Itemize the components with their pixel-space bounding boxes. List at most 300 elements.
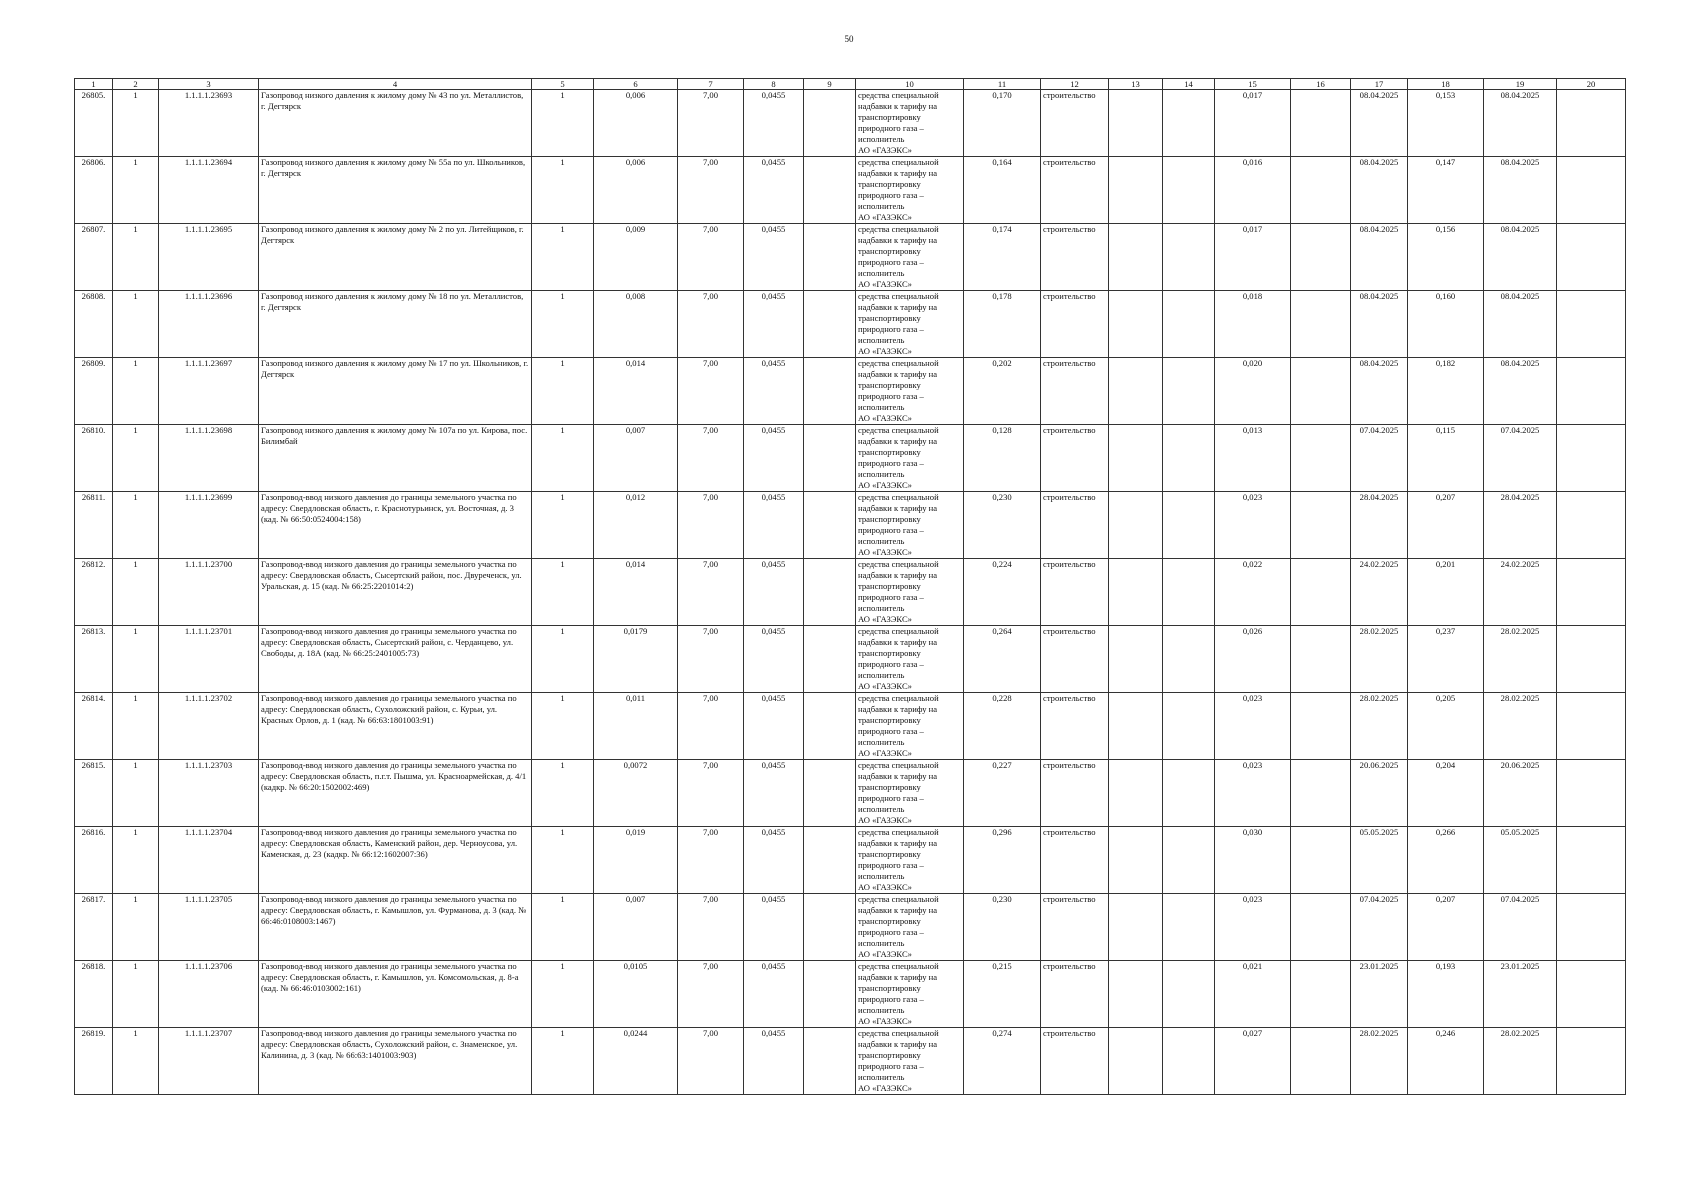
object-code-cell: 1.1.1.1.23697 [159,358,259,425]
length-cell: 0,0105 [594,961,678,1028]
empty-cell [1163,894,1215,961]
diameter-cell: 7,00 [678,157,744,224]
column-number-header: 11 [964,79,1041,90]
quantity-cell: 1 [532,693,594,760]
row-number-cell: 26808. [75,291,113,358]
count-cell: 1 [113,760,159,827]
funding-source-cell: средства специальной надбавки к тарифу на транспортировку природного газа – исполнитель АО «ГАЗЭКС» [856,90,964,157]
count-cell: 1 [113,1028,159,1095]
cost-share-cell: 0,026 [1215,626,1291,693]
empty-cell [1557,559,1626,626]
diameter-cell: 7,00 [678,224,744,291]
empty-cell [1109,492,1163,559]
column-number-header: 8 [744,79,804,90]
funding-source-cell: средства специальной надбавки к тарифу на транспортировку природного газа – исполнитель АО «ГАЗЭКС» [856,693,964,760]
object-code-cell: 1.1.1.1.23693 [159,90,259,157]
rate-cell: 0,0455 [744,693,804,760]
column-number-header: 14 [1163,79,1215,90]
end-date-cell: 20.06.2025 [1484,760,1557,827]
column-number-header: 3 [159,79,259,90]
empty-cell [1291,894,1351,961]
empty-cell [804,224,856,291]
count-cell: 1 [113,157,159,224]
quantity-cell: 1 [532,760,594,827]
work-type-cell: строительство [1041,827,1109,894]
length-cell: 0,014 [594,358,678,425]
column-number-header: 4 [259,79,532,90]
work-type-cell: строительство [1041,291,1109,358]
funding-source-cell: средства специальной надбавки к тарифу на транспортировку природного газа – исполнитель АО «ГАЗЭКС» [856,492,964,559]
empty-cell [804,492,856,559]
empty-cell [1109,157,1163,224]
cost-share-cell: 0,021 [1215,961,1291,1028]
diameter-cell: 7,00 [678,827,744,894]
column-number-header: 15 [1215,79,1291,90]
rate-cell: 0,0455 [744,492,804,559]
funding-source-cell: средства специальной надбавки к тарифу на транспортировку природного газа – исполнитель АО «ГАЗЭКС» [856,157,964,224]
quantity-cell: 1 [532,90,594,157]
column-number-header: 20 [1557,79,1626,90]
table-row [75,559,1626,626]
funding-source-cell: средства специальной надбавки к тарифу на транспортировку природного газа – исполнитель АО «ГАЗЭКС» [856,894,964,961]
empty-cell [1557,90,1626,157]
count-cell: 1 [113,425,159,492]
cost-share-cell: 0,027 [1215,1028,1291,1095]
object-code-cell: 1.1.1.1.23698 [159,425,259,492]
end-date-cell: 07.04.2025 [1484,425,1557,492]
object-description-cell: Газопровод-ввод низкого давления до границы земельного участка по адресу: Свердловская область, Сухоложский район, с. Знаменское, ул. Калинина, д. 3 (кад. № 66:63:1401003:903) [259,1028,532,1095]
total-cost-cell: 0,224 [964,559,1041,626]
diameter-cell: 7,00 [678,760,744,827]
empty-cell [804,425,856,492]
empty-cell [1557,291,1626,358]
cost-share-cell: 0,023 [1215,492,1291,559]
rate-cell: 0,0455 [744,961,804,1028]
empty-cell [1557,693,1626,760]
diameter-cell: 7,00 [678,291,744,358]
length-cell: 0,012 [594,492,678,559]
diameter-cell: 7,00 [678,894,744,961]
empty-cell [804,90,856,157]
end-date-cell: 08.04.2025 [1484,358,1557,425]
rate-cell: 0,0455 [744,894,804,961]
column-number-header: 18 [1408,79,1484,90]
count-cell: 1 [113,693,159,760]
start-date-cell: 08.04.2025 [1351,157,1408,224]
table-row [75,90,1626,157]
object-description-cell: Газопровод-ввод низкого давления до границы земельного участка по адресу: Свердловская область, п.г.т. Пышма, ул. Красноармейская, д. 4/1 (кадкр. № 66:20:1502002:469) [259,760,532,827]
object-description-cell: Газопровод-ввод низкого давления до границы земельного участка по адресу: Свердловская область, г. Камышлов, ул. Фурманова, д. 3 (кад. № 66:46:0108003:1467) [259,894,532,961]
funding-source-cell: средства специальной надбавки к тарифу на транспортировку природного газа – исполнитель АО «ГАЗЭКС» [856,1028,964,1095]
column-number-header: 13 [1109,79,1163,90]
cost-share-cell: 0,030 [1215,827,1291,894]
start-date-cell: 07.04.2025 [1351,425,1408,492]
empty-cell [1109,693,1163,760]
amount-cell: 0,160 [1408,291,1484,358]
empty-cell [1109,961,1163,1028]
empty-cell [1109,827,1163,894]
total-cost-cell: 0,264 [964,626,1041,693]
empty-cell [804,626,856,693]
funding-source-cell: средства специальной надбавки к тарифу на транспортировку природного газа – исполнитель АО «ГАЗЭКС» [856,626,964,693]
object-description-cell: Газопровод низкого давления к жилому дому № 107а по ул. Кирова, пос. Билимбай [259,425,532,492]
empty-cell [1163,961,1215,1028]
start-date-cell: 08.04.2025 [1351,224,1408,291]
count-cell: 1 [113,827,159,894]
object-description-cell: Газопровод низкого давления к жилому дому № 2 по ул. Литейщиков, г. Дегтярск [259,224,532,291]
funding-source-cell: средства специальной надбавки к тарифу на транспортировку природного газа – исполнитель АО «ГАЗЭКС» [856,827,964,894]
empty-cell [804,559,856,626]
object-description-cell: Газопровод низкого давления к жилому дому № 17 по ул. Школьников, г. Дегтярск [259,358,532,425]
amount-cell: 0,237 [1408,626,1484,693]
empty-cell [1557,358,1626,425]
quantity-cell: 1 [532,291,594,358]
empty-cell [1109,90,1163,157]
empty-cell [1163,559,1215,626]
funding-source-cell: средства специальной надбавки к тарифу на транспортировку природного газа – исполнитель АО «ГАЗЭКС» [856,224,964,291]
total-cost-cell: 0,202 [964,358,1041,425]
start-date-cell: 28.02.2025 [1351,693,1408,760]
object-code-cell: 1.1.1.1.23704 [159,827,259,894]
object-description-cell: Газопровод-ввод низкого давления до границы земельного участка по адресу: Свердловская область, г. Камышлов, ул. Комсомольская, д. 8-а (кад. № 66:46:0103002:161) [259,961,532,1028]
quantity-cell: 1 [532,224,594,291]
column-number-header: 2 [113,79,159,90]
start-date-cell: 23.01.2025 [1351,961,1408,1028]
work-type-cell: строительство [1041,1028,1109,1095]
amount-cell: 0,182 [1408,358,1484,425]
total-cost-cell: 0,274 [964,1028,1041,1095]
empty-cell [804,358,856,425]
empty-cell [1557,1028,1626,1095]
end-date-cell: 07.04.2025 [1484,894,1557,961]
quantity-cell: 1 [532,1028,594,1095]
cost-share-cell: 0,017 [1215,90,1291,157]
column-number-header: 16 [1291,79,1351,90]
empty-cell [1291,626,1351,693]
row-number-cell: 26810. [75,425,113,492]
table-row [75,961,1626,1028]
column-number-header: 17 [1351,79,1408,90]
table-row [75,492,1626,559]
diameter-cell: 7,00 [678,626,744,693]
object-code-cell: 1.1.1.1.23707 [159,1028,259,1095]
rate-cell: 0,0455 [744,157,804,224]
empty-cell [1163,492,1215,559]
empty-cell [1163,827,1215,894]
empty-cell [1291,157,1351,224]
start-date-cell: 28.04.2025 [1351,492,1408,559]
empty-cell [1557,157,1626,224]
empty-cell [804,291,856,358]
empty-cell [1163,1028,1215,1095]
total-cost-cell: 0,128 [964,425,1041,492]
row-number-cell: 26812. [75,559,113,626]
empty-cell [1557,894,1626,961]
row-number-cell: 26814. [75,693,113,760]
length-cell: 0,009 [594,224,678,291]
table-row [75,291,1626,358]
count-cell: 1 [113,224,159,291]
column-number-header: 10 [856,79,964,90]
diameter-cell: 7,00 [678,492,744,559]
table-row [75,827,1626,894]
table-row [75,626,1626,693]
row-number-cell: 26805. [75,90,113,157]
table-body [75,90,1626,1095]
end-date-cell: 08.04.2025 [1484,157,1557,224]
rate-cell: 0,0455 [744,1028,804,1095]
empty-cell [1109,894,1163,961]
empty-cell [1163,157,1215,224]
amount-cell: 0,156 [1408,224,1484,291]
end-date-cell: 23.01.2025 [1484,961,1557,1028]
empty-cell [804,1028,856,1095]
amount-cell: 0,207 [1408,894,1484,961]
amount-cell: 0,193 [1408,961,1484,1028]
column-number-header: 12 [1041,79,1109,90]
start-date-cell: 07.04.2025 [1351,894,1408,961]
diameter-cell: 7,00 [678,358,744,425]
empty-cell [1291,559,1351,626]
empty-cell [1291,358,1351,425]
end-date-cell: 05.05.2025 [1484,827,1557,894]
diameter-cell: 7,00 [678,693,744,760]
empty-cell [1163,358,1215,425]
column-number-header: 5 [532,79,594,90]
end-date-cell: 28.02.2025 [1484,626,1557,693]
total-cost-cell: 0,296 [964,827,1041,894]
start-date-cell: 24.02.2025 [1351,559,1408,626]
empty-cell [1291,961,1351,1028]
cost-share-cell: 0,018 [1215,291,1291,358]
table-row [75,894,1626,961]
empty-cell [1109,760,1163,827]
row-number-cell: 26811. [75,492,113,559]
length-cell: 0,0179 [594,626,678,693]
cost-share-cell: 0,013 [1215,425,1291,492]
amount-cell: 0,201 [1408,559,1484,626]
empty-cell [1163,626,1215,693]
length-cell: 0,019 [594,827,678,894]
end-date-cell: 24.02.2025 [1484,559,1557,626]
empty-cell [1109,358,1163,425]
amount-cell: 0,153 [1408,90,1484,157]
table-row [75,760,1626,827]
empty-cell [1291,224,1351,291]
empty-cell [1109,291,1163,358]
length-cell: 0,008 [594,291,678,358]
funding-source-cell: средства специальной надбавки к тарифу на транспортировку природного газа – исполнитель АО «ГАЗЭКС» [856,358,964,425]
table-row [75,224,1626,291]
registry-table [74,78,1626,1095]
count-cell: 1 [113,559,159,626]
quantity-cell: 1 [532,626,594,693]
count-cell: 1 [113,291,159,358]
object-description-cell: Газопровод низкого давления к жилому дому № 43 по ул. Металлистов, г. Дегтярск [259,90,532,157]
work-type-cell: строительство [1041,425,1109,492]
end-date-cell: 28.02.2025 [1484,693,1557,760]
length-cell: 0,006 [594,157,678,224]
quantity-cell: 1 [532,157,594,224]
work-type-cell: строительство [1041,894,1109,961]
start-date-cell: 20.06.2025 [1351,760,1408,827]
object-code-cell: 1.1.1.1.23703 [159,760,259,827]
empty-cell [804,693,856,760]
cost-share-cell: 0,023 [1215,894,1291,961]
empty-cell [804,894,856,961]
work-type-cell: строительство [1041,157,1109,224]
rate-cell: 0,0455 [744,224,804,291]
empty-cell [1109,1028,1163,1095]
count-cell: 1 [113,626,159,693]
empty-cell [1163,224,1215,291]
empty-cell [1291,492,1351,559]
funding-source-cell: средства специальной надбавки к тарифу на транспортировку природного газа – исполнитель АО «ГАЗЭКС» [856,961,964,1028]
object-code-cell: 1.1.1.1.23702 [159,693,259,760]
quantity-cell: 1 [532,827,594,894]
quantity-cell: 1 [532,559,594,626]
rate-cell: 0,0455 [744,559,804,626]
quantity-cell: 1 [532,894,594,961]
empty-cell [1557,760,1626,827]
length-cell: 0,007 [594,894,678,961]
row-number-cell: 26813. [75,626,113,693]
table-row [75,1028,1626,1095]
amount-cell: 0,204 [1408,760,1484,827]
total-cost-cell: 0,215 [964,961,1041,1028]
object-description-cell: Газопровод-ввод низкого давления до границы земельного участка по адресу: Свердловская область, Сухоложский район, с. Курьи, ул. Красных Орлов, д. 1 (кад. № 66:63:1801003:91) [259,693,532,760]
row-number-cell: 26816. [75,827,113,894]
end-date-cell: 28.04.2025 [1484,492,1557,559]
object-code-cell: 1.1.1.1.23705 [159,894,259,961]
length-cell: 0,011 [594,693,678,760]
column-number-header: 9 [804,79,856,90]
row-number-cell: 26817. [75,894,113,961]
start-date-cell: 08.04.2025 [1351,358,1408,425]
count-cell: 1 [113,358,159,425]
cost-share-cell: 0,017 [1215,224,1291,291]
empty-cell [1163,693,1215,760]
count-cell: 1 [113,90,159,157]
object-code-cell: 1.1.1.1.23694 [159,157,259,224]
row-number-cell: 26818. [75,961,113,1028]
funding-source-cell: средства специальной надбавки к тарифу на транспортировку природного газа – исполнитель АО «ГАЗЭКС» [856,425,964,492]
funding-source-cell: средства специальной надбавки к тарифу на транспортировку природного газа – исполнитель АО «ГАЗЭКС» [856,559,964,626]
empty-cell [1163,425,1215,492]
empty-cell [1163,291,1215,358]
amount-cell: 0,246 [1408,1028,1484,1095]
amount-cell: 0,207 [1408,492,1484,559]
object-description-cell: Газопровод низкого давления к жилому дому № 18 по ул. Металлистов, г. Дегтярск [259,291,532,358]
quantity-cell: 1 [532,425,594,492]
count-cell: 1 [113,894,159,961]
total-cost-cell: 0,228 [964,693,1041,760]
object-description-cell: Газопровод низкого давления к жилому дому № 55а по ул. Школьников, г. Дегтярск [259,157,532,224]
empty-cell [804,827,856,894]
length-cell: 0,014 [594,559,678,626]
empty-cell [1557,425,1626,492]
object-code-cell: 1.1.1.1.23701 [159,626,259,693]
object-code-cell: 1.1.1.1.23700 [159,559,259,626]
empty-cell [1291,693,1351,760]
start-date-cell: 08.04.2025 [1351,291,1408,358]
empty-cell [804,760,856,827]
object-description-cell: Газопровод-ввод низкого давления до границы земельного участка по адресу: Свердловская область, Сысертский район, с. Черданцево, ул. Свободы, д. 18А (кад. № 66:25:2401005:73) [259,626,532,693]
end-date-cell: 08.04.2025 [1484,90,1557,157]
amount-cell: 0,205 [1408,693,1484,760]
row-number-cell: 26806. [75,157,113,224]
cost-share-cell: 0,023 [1215,760,1291,827]
rate-cell: 0,0455 [744,827,804,894]
cost-share-cell: 0,022 [1215,559,1291,626]
row-number-cell: 26815. [75,760,113,827]
end-date-cell: 08.04.2025 [1484,291,1557,358]
length-cell: 0,007 [594,425,678,492]
length-cell: 0,0072 [594,760,678,827]
empty-cell [1109,425,1163,492]
table-row [75,425,1626,492]
end-date-cell: 08.04.2025 [1484,224,1557,291]
cost-share-cell: 0,016 [1215,157,1291,224]
empty-cell [1109,559,1163,626]
object-code-cell: 1.1.1.1.23696 [159,291,259,358]
empty-cell [1109,626,1163,693]
work-type-cell: строительство [1041,626,1109,693]
diameter-cell: 7,00 [678,961,744,1028]
empty-cell [804,961,856,1028]
diameter-cell: 7,00 [678,1028,744,1095]
work-type-cell: строительство [1041,358,1109,425]
amount-cell: 0,147 [1408,157,1484,224]
empty-cell [1109,224,1163,291]
cost-share-cell: 0,023 [1215,693,1291,760]
cost-share-cell: 0,020 [1215,358,1291,425]
empty-cell [1557,961,1626,1028]
column-number-row [75,79,1626,90]
total-cost-cell: 0,178 [964,291,1041,358]
column-number-header: 7 [678,79,744,90]
rate-cell: 0,0455 [744,358,804,425]
end-date-cell: 28.02.2025 [1484,1028,1557,1095]
empty-cell [1291,90,1351,157]
object-code-cell: 1.1.1.1.23699 [159,492,259,559]
diameter-cell: 7,00 [678,90,744,157]
empty-cell [1557,626,1626,693]
total-cost-cell: 0,174 [964,224,1041,291]
total-cost-cell: 0,170 [964,90,1041,157]
row-number-cell: 26819. [75,1028,113,1095]
rate-cell: 0,0455 [744,626,804,693]
total-cost-cell: 0,230 [964,492,1041,559]
object-description-cell: Газопровод-ввод низкого давления до границы земельного участка по адресу: Свердловская область, Сысертский район, пос. Двуреченск, ул. Уральская, д. 15 (кад. № 66:25:2201014:2) [259,559,532,626]
empty-cell [804,157,856,224]
empty-cell [1291,827,1351,894]
count-cell: 1 [113,492,159,559]
object-description-cell: Газопровод-ввод низкого давления до границы земельного участка по адресу: Свердловская область, Каменский район, дер. Черноусова, ул. Каменская, д. 23 (кадкр. № 66:12:1602007:36) [259,827,532,894]
total-cost-cell: 0,227 [964,760,1041,827]
funding-source-cell: средства специальной надбавки к тарифу на транспортировку природного газа – исполнитель АО «ГАЗЭКС» [856,760,964,827]
total-cost-cell: 0,164 [964,157,1041,224]
start-date-cell: 08.04.2025 [1351,90,1408,157]
empty-cell [1163,760,1215,827]
empty-cell [1163,90,1215,157]
work-type-cell: строительство [1041,492,1109,559]
object-code-cell: 1.1.1.1.23695 [159,224,259,291]
work-type-cell: строительство [1041,760,1109,827]
empty-cell [1557,827,1626,894]
amount-cell: 0,115 [1408,425,1484,492]
row-number-cell: 26809. [75,358,113,425]
